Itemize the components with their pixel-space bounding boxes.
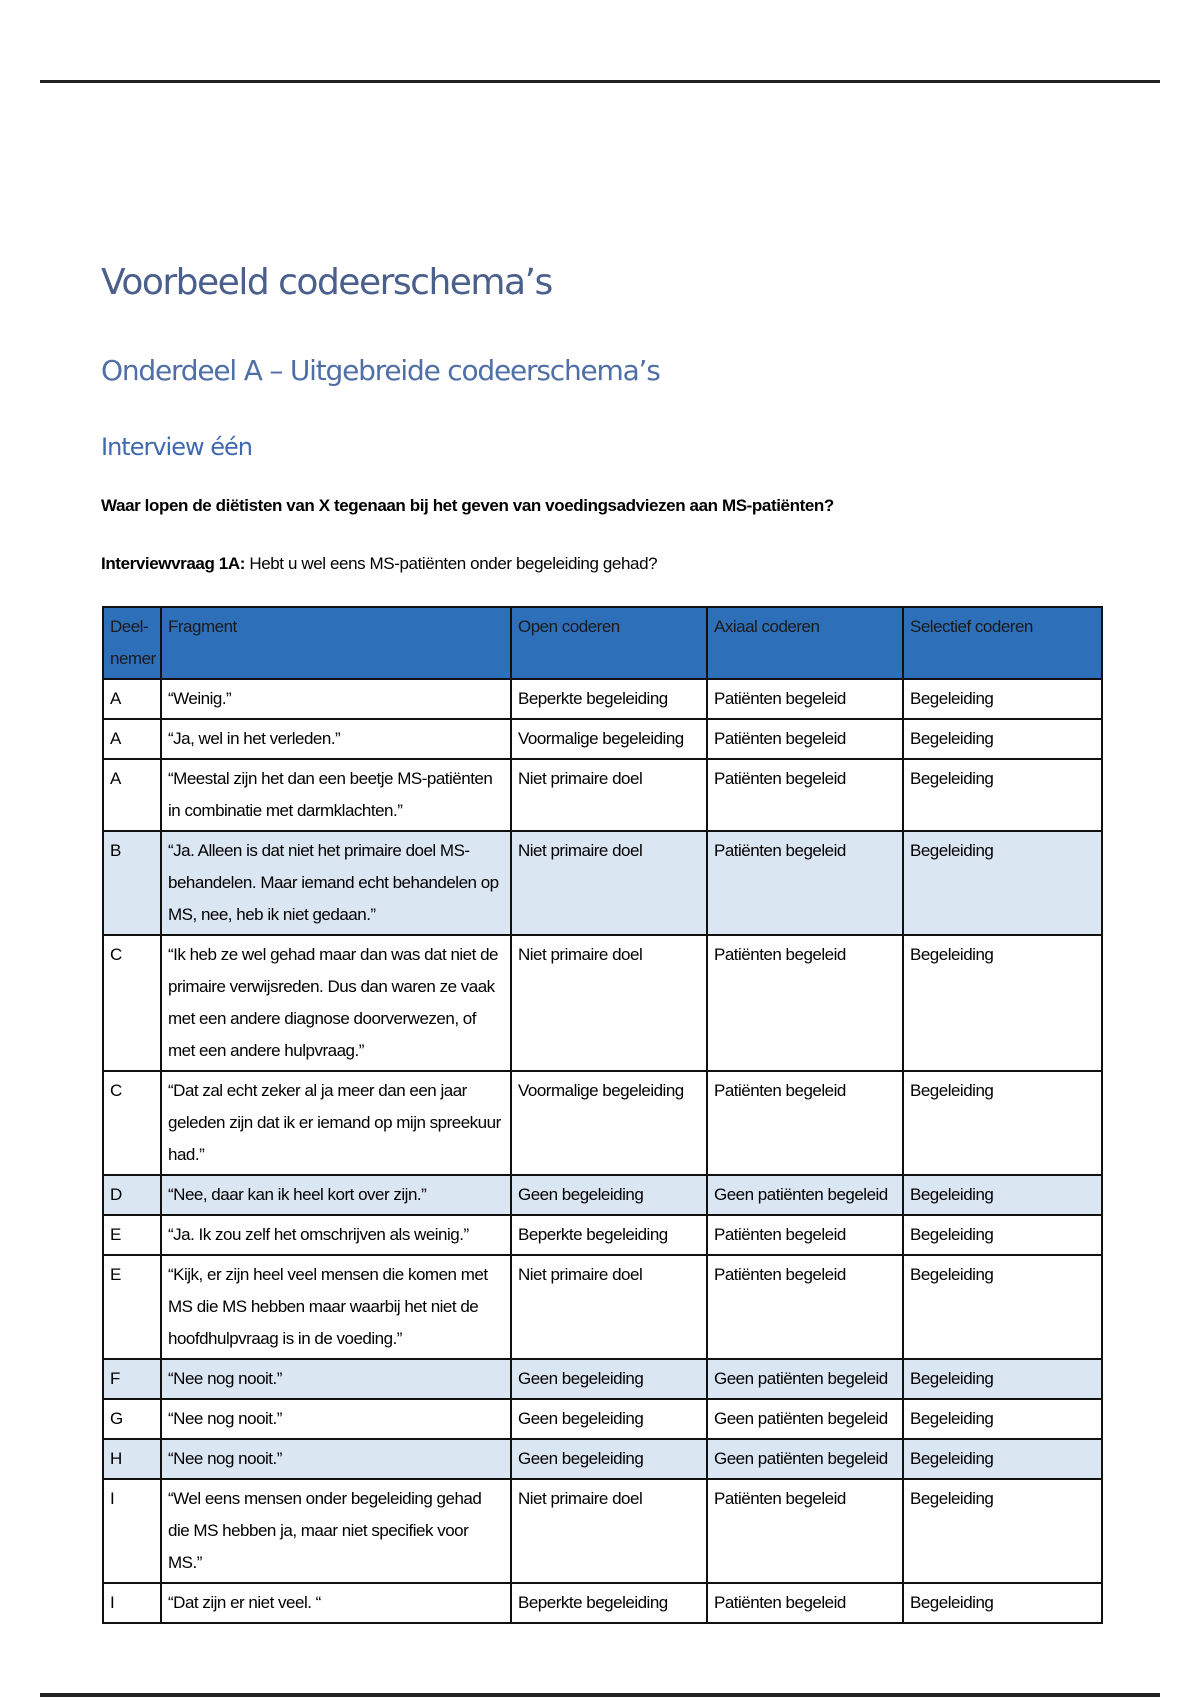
header-participant — [103, 607, 161, 679]
cell-selective-coding: Begeleiding — [903, 1215, 1102, 1255]
table-row — [103, 1359, 1102, 1399]
cell-selective-coding: Begeleiding — [903, 1255, 1102, 1359]
cell-axial-coding: Patiënten begeleid — [707, 1479, 903, 1583]
cell-selective-coding: Begeleiding — [903, 759, 1102, 831]
cell-open-coding: Geen begeleiding — [511, 1399, 707, 1439]
cell-selective-coding: Begeleiding — [903, 1479, 1102, 1583]
cell-selective-coding: Begeleiding — [903, 1175, 1102, 1215]
interview-question-label: Interviewvraag 1A: — [101, 554, 245, 573]
cell-fragment: “Ja, wel in het verleden.” — [161, 719, 511, 759]
cell-fragment: “Kijk, er zijn heel veel mensen die komen met MS die MS hebben maar waarbij het niet de hoofdhulpvraag is in de voeding.” — [161, 1255, 511, 1359]
table-row — [103, 935, 1102, 1071]
cell-axial-coding: Patiënten begeleid — [707, 935, 903, 1071]
cell-selective-coding: Begeleiding — [903, 1583, 1102, 1623]
cell-fragment: “Ja. Ik zou zelf het omschrijven als weinig.” — [161, 1215, 511, 1255]
cell-fragment: “Nee nog nooit.” — [161, 1399, 511, 1439]
cell-open-coding: Geen begeleiding — [511, 1175, 707, 1215]
cell-open-coding: Niet primaire doel — [511, 1255, 707, 1359]
coding-table — [102, 606, 1103, 1624]
page-title: Voorbeeld codeerschema’s — [101, 262, 552, 303]
cell-axial-coding: Patiënten begeleid — [707, 679, 903, 719]
cell-open-coding: Geen begeleiding — [511, 1359, 707, 1399]
cell-selective-coding: Begeleiding — [903, 1071, 1102, 1175]
cell-selective-coding: Begeleiding — [903, 1399, 1102, 1439]
header-participant-line2: nemer — [110, 649, 156, 668]
cell-fragment: “Nee nog nooit.” — [161, 1359, 511, 1399]
cell-fragment: “Ja. Alleen is dat niet het primaire doel MS-behandelen. Maar iemand echt behandelen op MS, nee, heb ik niet gedaan.” — [161, 831, 511, 935]
cell-open-coding: Beperkte begeleiding — [511, 1583, 707, 1623]
table-row — [103, 1399, 1102, 1439]
table-row — [103, 1175, 1102, 1215]
header-participant-line1: Deel- — [110, 617, 149, 636]
cell-axial-coding: Patiënten begeleid — [707, 1583, 903, 1623]
section-heading: Interview één — [101, 433, 252, 461]
cell-axial-coding: Patiënten begeleid — [707, 1071, 903, 1175]
cell-axial-coding: Patiënten begeleid — [707, 831, 903, 935]
cell-participant: A — [103, 759, 161, 831]
table-row — [103, 1255, 1102, 1359]
table-row — [103, 831, 1102, 935]
header-open-coding: Open coderen — [511, 607, 707, 679]
cell-participant: I — [103, 1583, 161, 1623]
cell-fragment: “Dat zal echt zeker al ja meer dan een jaar geleden zijn dat ik er iemand op mijn spreekuur had.” — [161, 1071, 511, 1175]
cell-open-coding: Niet primaire doel — [511, 935, 707, 1071]
table-row — [103, 1071, 1102, 1175]
cell-fragment: “Wel eens mensen onder begeleiding gehad die MS hebben ja, maar niet specifiek voor MS.” — [161, 1479, 511, 1583]
cell-axial-coding: Patiënten begeleid — [707, 1255, 903, 1359]
cell-participant: B — [103, 831, 161, 935]
table-body — [103, 679, 1102, 1623]
part-heading: Onderdeel A – Uitgebreide codeerschema’s — [101, 354, 660, 387]
cell-axial-coding: Geen patiënten begeleid — [707, 1399, 903, 1439]
table-row — [103, 679, 1102, 719]
cell-participant: G — [103, 1399, 161, 1439]
table-row — [103, 1479, 1102, 1583]
table-row — [103, 1583, 1102, 1623]
cell-participant: A — [103, 679, 161, 719]
cell-axial-coding: Geen patiënten begeleid — [707, 1359, 903, 1399]
cell-open-coding: Niet primaire doel — [511, 1479, 707, 1583]
cell-axial-coding: Patiënten begeleid — [707, 719, 903, 759]
cell-axial-coding: Patiënten begeleid — [707, 1215, 903, 1255]
cell-open-coding: Beperkte begeleiding — [511, 1215, 707, 1255]
cell-fragment: “Nee, daar kan ik heel kort over zijn.” — [161, 1175, 511, 1215]
cell-selective-coding: Begeleiding — [903, 1359, 1102, 1399]
cell-open-coding: Voormalige begeleiding — [511, 719, 707, 759]
top-rule — [40, 80, 1160, 83]
cell-open-coding: Beperkte begeleiding — [511, 679, 707, 719]
cell-open-coding: Niet primaire doel — [511, 831, 707, 935]
table-row — [103, 719, 1102, 759]
cell-fragment: “Weinig.” — [161, 679, 511, 719]
cell-selective-coding: Begeleiding — [903, 1439, 1102, 1479]
cell-participant: F — [103, 1359, 161, 1399]
header-axial-coding: Axiaal coderen — [707, 607, 903, 679]
cell-fragment: “Meestal zijn het dan een beetje MS-patiënten in combinatie met darmklachten.” — [161, 759, 511, 831]
cell-participant: H — [103, 1439, 161, 1479]
cell-participant: E — [103, 1215, 161, 1255]
cell-axial-coding: Geen patiënten begeleid — [707, 1439, 903, 1479]
cell-open-coding: Geen begeleiding — [511, 1439, 707, 1479]
table-row — [103, 1439, 1102, 1479]
bottom-rule — [40, 1693, 1160, 1697]
cell-fragment: “Ik heb ze wel gehad maar dan was dat niet de primaire verwijsreden. Dus dan waren ze vaak met een andere diagnose doorverwezen, of met een andere hulpvraag.” — [161, 935, 511, 1071]
table-header-row — [103, 607, 1102, 679]
cell-participant: C — [103, 935, 161, 1071]
table-row — [103, 1215, 1102, 1255]
cell-participant: C — [103, 1071, 161, 1175]
cell-open-coding: Niet primaire doel — [511, 759, 707, 831]
cell-open-coding: Voormalige begeleiding — [511, 1071, 707, 1175]
cell-participant: E — [103, 1255, 161, 1359]
research-question: Waar lopen de diëtisten van X tegenaan bij het geven van voedingsadviezen aan MS-patiënten? — [101, 496, 834, 515]
cell-selective-coding: Begeleiding — [903, 831, 1102, 935]
cell-participant: A — [103, 719, 161, 759]
cell-fragment: “Dat zijn er niet veel. “ — [161, 1583, 511, 1623]
cell-selective-coding: Begeleiding — [903, 935, 1102, 1071]
header-selective-coding: Selectief coderen — [903, 607, 1102, 679]
cell-selective-coding: Begeleiding — [903, 679, 1102, 719]
cell-selective-coding: Begeleiding — [903, 719, 1102, 759]
table-row — [103, 759, 1102, 831]
header-fragment: Fragment — [161, 607, 511, 679]
cell-fragment: “Nee nog nooit.” — [161, 1439, 511, 1479]
cell-participant: I — [103, 1479, 161, 1583]
cell-participant: D — [103, 1175, 161, 1215]
cell-axial-coding: Patiënten begeleid — [707, 759, 903, 831]
interview-question-text: Hebt u wel eens MS-patiënten onder begeleiding gehad? — [249, 554, 658, 573]
cell-axial-coding: Geen patiënten begeleid — [707, 1175, 903, 1215]
interview-question — [101, 554, 657, 574]
